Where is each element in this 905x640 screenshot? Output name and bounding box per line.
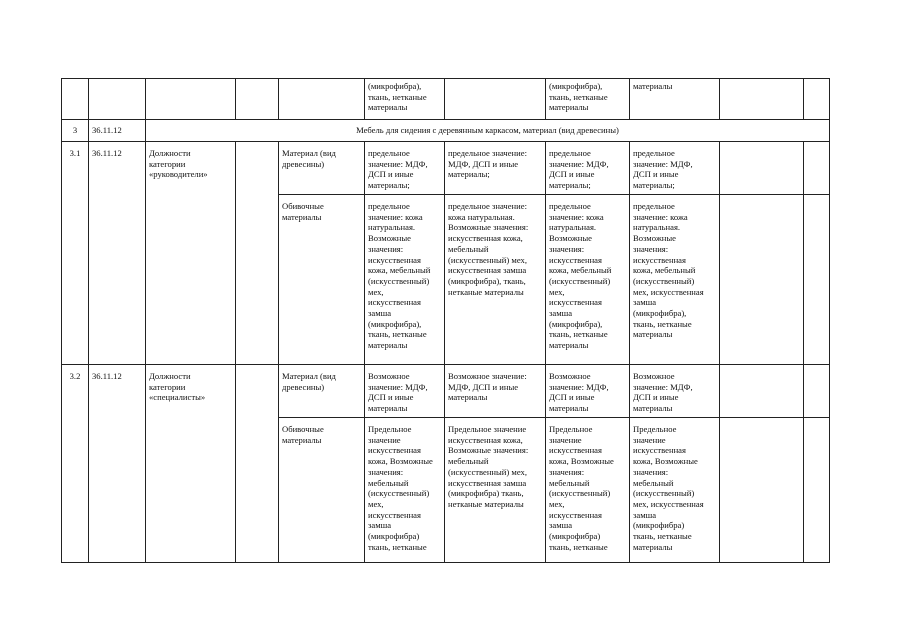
row-number: 3.1 bbox=[62, 142, 89, 365]
table-row bbox=[62, 142, 830, 195]
table-cell bbox=[720, 365, 804, 418]
characteristic-name bbox=[279, 418, 365, 563]
table-cell bbox=[365, 365, 445, 418]
table-cell bbox=[630, 79, 720, 120]
table-cell bbox=[720, 142, 804, 195]
characteristic-label: Материал (вид древесины) bbox=[282, 371, 336, 392]
table-cell bbox=[630, 142, 720, 195]
okpd-code: 36.11.12 bbox=[89, 365, 146, 563]
characteristic-label: Обивочные материалы bbox=[282, 201, 324, 222]
table-cell bbox=[630, 418, 720, 563]
position-category bbox=[146, 142, 236, 365]
cell-text: Возможное значение: МДФ, ДСП и иные материалы bbox=[448, 371, 527, 403]
table-cell bbox=[445, 79, 546, 120]
table-cell bbox=[445, 195, 546, 365]
cell-text: предельное значение: МДФ, ДСП и иные материалы; bbox=[549, 148, 609, 191]
table-cell bbox=[89, 79, 146, 120]
cell-text: предельное значение: кожа натуральная. Возможные значения: искусственная кожа, мебельный (искусственный) мех, искусственная замша (микрофибра), ткань, нетканые материалы bbox=[549, 201, 612, 351]
table-cell bbox=[804, 418, 830, 563]
table-cell bbox=[546, 418, 630, 563]
table-cell bbox=[546, 195, 630, 365]
table-cell bbox=[445, 365, 546, 418]
cell-text: Предельное значение искусственная кожа, Возможные значения: мебельный (искусственный) мех, искусственная замша (микрофибра) ткань, нетканые материалы bbox=[633, 424, 704, 552]
section-title: Мебель для сидения с деревянным каркасом, материал (вид древесины) bbox=[146, 120, 830, 142]
characteristic-name bbox=[279, 195, 365, 365]
table-cell bbox=[146, 79, 236, 120]
cell-text: предельное значение: МДФ, ДСП и иные материалы; bbox=[448, 148, 527, 180]
table-cell bbox=[546, 142, 630, 195]
table-cell bbox=[445, 418, 546, 563]
table-cell bbox=[804, 365, 830, 418]
table-cell bbox=[720, 79, 804, 120]
row-number: 3.2 bbox=[62, 365, 89, 563]
position-category-label: Должности категории «руководители» bbox=[149, 148, 208, 180]
table-cell bbox=[720, 195, 804, 365]
cell-text: материалы bbox=[633, 81, 673, 91]
table-cell bbox=[720, 418, 804, 563]
table-cell bbox=[546, 365, 630, 418]
table-cell bbox=[365, 418, 445, 563]
table-cell bbox=[630, 195, 720, 365]
table-cell bbox=[236, 142, 279, 365]
cell-text: Возможное значение: МДФ, ДСП и иные материалы bbox=[549, 371, 609, 414]
table-cell bbox=[279, 79, 365, 120]
table-cell bbox=[804, 142, 830, 195]
specification-table bbox=[61, 78, 830, 563]
cell-text: Предельное значение искусственная кожа, Возможные значения: мебельный (искусственный) мех, искусственная замша (микрофибра) ткань, нетканые материалы bbox=[448, 424, 529, 509]
cell-text: Предельное значение искусственная кожа, Возможные значения: мебельный (искусственный) мех, искусственная замша (микрофибра) ткань, нетканые bbox=[368, 424, 433, 552]
cell-text: предельное значение: МДФ, ДСП и иные материалы; bbox=[633, 148, 693, 191]
cell-text: Возможное значение: МДФ, ДСП и иные материалы bbox=[633, 371, 693, 414]
characteristic-name bbox=[279, 365, 365, 418]
table-cell bbox=[365, 195, 445, 365]
okpd-code: 36.11.12 bbox=[89, 142, 146, 365]
position-category bbox=[146, 365, 236, 563]
cell-text: предельное значение: кожа натуральная. Возможные значения: искусственная кожа, мебельный (искусственный) мех, искусственная замша (микрофибра), ткань, нетканые материалы bbox=[448, 201, 529, 297]
row-number: 3 bbox=[62, 120, 89, 142]
cell-text: (микрофибра), ткань, нетканые материалы bbox=[368, 81, 427, 113]
characteristic-label: Обивочные материалы bbox=[282, 424, 324, 445]
table-cell bbox=[804, 195, 830, 365]
cell-text: предельное значение: МДФ, ДСП и иные материалы; bbox=[368, 148, 428, 191]
table-cell bbox=[62, 79, 89, 120]
cell-text: предельное значение: кожа натуральная. Возможные значения: искусственная кожа, мебельный (искусственный) мех, искусственная замша (микрофибра), ткань, нетканые материалы bbox=[368, 201, 431, 351]
table-row bbox=[62, 365, 830, 418]
position-category-label: Должности категории «специалисты» bbox=[149, 371, 206, 403]
table-cell bbox=[365, 79, 445, 120]
cell-text: предельное значение: кожа натуральная. Возможные значения: искусственная кожа, мебельный (искусственный) мех, искусственная замша (микрофибра), ткань, нетканые материалы bbox=[633, 201, 704, 340]
table-cell bbox=[445, 142, 546, 195]
table-cell bbox=[365, 142, 445, 195]
table-cell bbox=[630, 365, 720, 418]
section-row bbox=[62, 120, 830, 142]
table-cell bbox=[804, 79, 830, 120]
cell-text: (микрофибра), ткань, нетканые материалы bbox=[549, 81, 608, 113]
table-cell bbox=[236, 79, 279, 120]
table-row bbox=[62, 79, 830, 120]
cell-text: Предельное значение искусственная кожа, Возможные значения: мебельный (искусственный) мех, искусственная замша (микрофибра) ткань, нетканые bbox=[549, 424, 614, 552]
characteristic-label: Материал (вид древесины) bbox=[282, 148, 336, 169]
table-cell bbox=[546, 79, 630, 120]
characteristic-name bbox=[279, 142, 365, 195]
table-cell bbox=[236, 365, 279, 563]
okpd-code: 36.11.12 bbox=[89, 120, 146, 142]
cell-text: Возможное значение: МДФ, ДСП и иные материалы bbox=[368, 371, 428, 414]
